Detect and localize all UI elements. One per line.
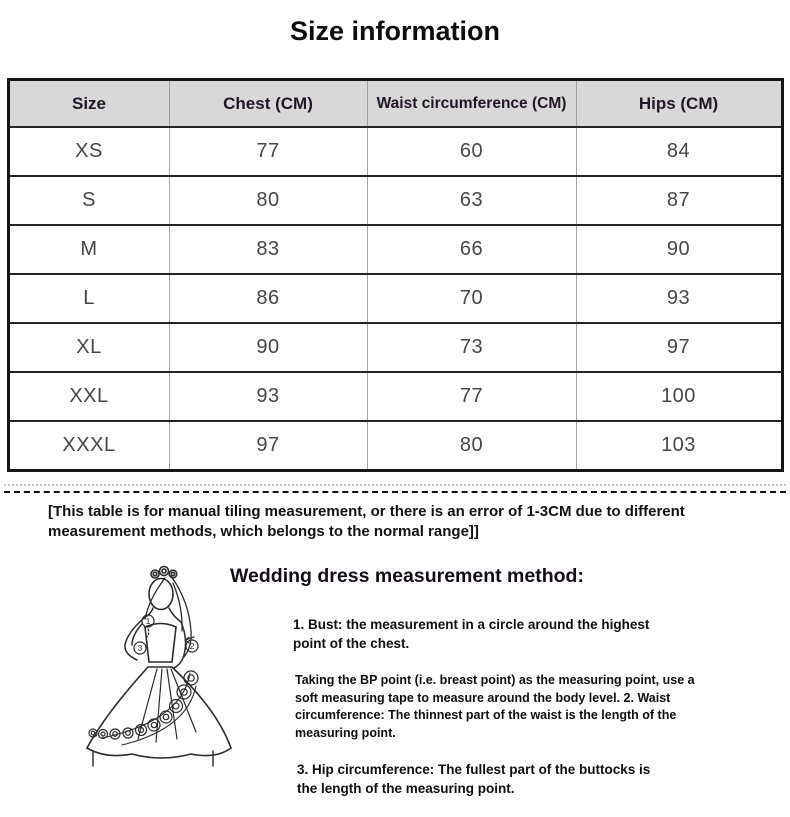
cell-size: S bbox=[8, 176, 169, 225]
cell-hips: 103 bbox=[576, 421, 782, 471]
method-step-3: 3. Hip circumference: The fullest part of the buttocks is the length of the measuring point. bbox=[297, 760, 662, 798]
table-row-xxxl bbox=[8, 421, 782, 471]
table-row-s bbox=[8, 176, 782, 225]
method-step-1: 1. Bust: the measurement in a circle around the highest point of the chest. bbox=[293, 615, 665, 653]
measurement-tolerance-note: [This table is for manual tiling measurement, or there is an error of 1-3CM due to different measurement methods, which belongs to the normal range]] bbox=[48, 502, 742, 543]
cell-hips: 93 bbox=[576, 274, 782, 323]
cell-chest: 83 bbox=[169, 225, 367, 274]
cell-hips: 87 bbox=[576, 176, 782, 225]
bodice bbox=[145, 623, 176, 667]
bride-head bbox=[149, 566, 177, 609]
cell-hips: 97 bbox=[576, 323, 782, 372]
cell-waist: 63 bbox=[367, 176, 576, 225]
cell-chest: 93 bbox=[169, 372, 367, 421]
cell-waist: 73 bbox=[367, 323, 576, 372]
cell-size: XXL bbox=[8, 372, 169, 421]
cell-waist: 77 bbox=[367, 372, 576, 421]
wedding-dress-sketch bbox=[60, 561, 238, 769]
cell-hips: 90 bbox=[576, 225, 782, 274]
dotted-line bbox=[4, 484, 786, 486]
cell-hips: 84 bbox=[576, 127, 782, 176]
col-header-hips: Hips (CM) bbox=[576, 80, 782, 128]
cell-chest: 90 bbox=[169, 323, 367, 372]
method-step-2: Taking the BP point (i.e. breast point) as the measuring point, use a soft measuring tape to measure around the body level. 2. Waist circumference: The thinnest part of the waist is the length of the measuring point. bbox=[295, 672, 715, 743]
method-text-column bbox=[230, 561, 730, 817]
col-header-size: Size bbox=[8, 80, 169, 128]
cell-waist: 60 bbox=[367, 127, 576, 176]
rose-garland bbox=[89, 671, 198, 739]
measurement-method-section bbox=[0, 561, 790, 817]
cell-waist: 66 bbox=[367, 225, 576, 274]
col-header-chest: Chest (CM) bbox=[169, 80, 367, 128]
table-row-xxl bbox=[8, 372, 782, 421]
table-row-m bbox=[8, 225, 782, 274]
cell-waist: 80 bbox=[367, 421, 576, 471]
skirt bbox=[87, 667, 231, 766]
cell-chest: 86 bbox=[169, 274, 367, 323]
cell-size: XS bbox=[8, 127, 169, 176]
cell-chest: 97 bbox=[169, 421, 367, 471]
point-label-2: 2 bbox=[190, 641, 195, 651]
cell-chest: 80 bbox=[169, 176, 367, 225]
point-label-1: 1 bbox=[146, 616, 151, 626]
cell-chest: 77 bbox=[169, 127, 367, 176]
table-row-xl bbox=[8, 323, 782, 372]
page-title: Size information bbox=[0, 0, 790, 47]
cell-size: XXXL bbox=[8, 421, 169, 471]
size-table-header bbox=[8, 80, 782, 128]
cell-size: XL bbox=[8, 323, 169, 372]
header-row bbox=[8, 80, 782, 128]
cell-hips: 100 bbox=[576, 372, 782, 421]
col-header-waist: Waist circumference (CM) bbox=[367, 80, 576, 128]
cell-size: M bbox=[8, 225, 169, 274]
arms bbox=[125, 608, 186, 668]
dashed-divider bbox=[4, 484, 786, 493]
cell-size: L bbox=[8, 274, 169, 323]
point-label-3: 3 bbox=[138, 643, 143, 653]
table-row-xs bbox=[8, 127, 782, 176]
cell-waist: 70 bbox=[367, 274, 576, 323]
method-heading: Wedding dress measurement method: bbox=[230, 565, 730, 588]
table-row-l bbox=[8, 274, 782, 323]
wedding-dress-illustration bbox=[60, 561, 238, 817]
dashed-line bbox=[4, 491, 786, 493]
size-table bbox=[7, 78, 784, 472]
